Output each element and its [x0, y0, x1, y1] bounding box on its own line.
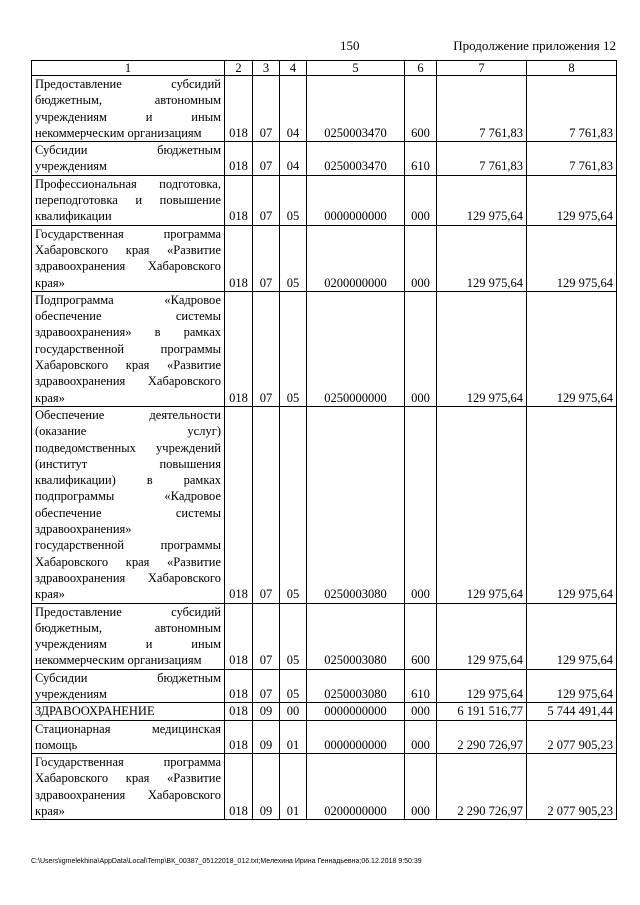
row-target-article-cell: 0250003080: [307, 669, 405, 703]
row-subsection-cell: 04: [280, 142, 307, 176]
row-subsection-cell: 01: [280, 754, 307, 820]
row-amount-2-cell: 129 975,64: [527, 669, 617, 703]
row-subsection-cell: 05: [280, 225, 307, 291]
column-header: 8: [527, 61, 617, 76]
row-section-cell: 07: [253, 142, 280, 176]
row-expense-type-cell: 000: [405, 720, 437, 754]
page-number: 150: [340, 38, 360, 53]
row-target-article-cell: 0000000000: [307, 720, 405, 754]
row-subsection-cell: 05: [280, 406, 307, 603]
table-body: [32, 76, 617, 820]
row-amount-1-cell: 129 975,64: [437, 603, 527, 669]
row-target-article-cell: 0250003470: [307, 142, 405, 176]
row-grbs-cell: 018: [225, 703, 253, 720]
row-name-cell: Предоставление субсидий бюджетным, автономным учреждениям и иным некоммерческим организациям: [32, 603, 225, 669]
row-subsection-cell: 04: [280, 76, 307, 142]
column-header: 7: [437, 61, 527, 76]
row-section-cell: 07: [253, 669, 280, 703]
row-name-cell: ЗДРАВООХРАНЕНИЕ: [32, 703, 225, 720]
row-section-cell: 07: [253, 406, 280, 603]
table-row: [32, 669, 617, 703]
row-target-article-cell: 0250003080: [307, 603, 405, 669]
row-grbs-cell: 018: [225, 669, 253, 703]
table-row: [32, 720, 617, 754]
row-amount-2-cell: 7 761,83: [527, 76, 617, 142]
row-amount-2-cell: 2 077 905,23: [527, 720, 617, 754]
row-section-cell: 07: [253, 291, 280, 406]
row-section-cell: 09: [253, 703, 280, 720]
row-grbs-cell: 018: [225, 76, 253, 142]
row-grbs-cell: 018: [225, 720, 253, 754]
table-row: [32, 76, 617, 142]
table-row: [32, 291, 617, 406]
row-grbs-cell: 018: [225, 406, 253, 603]
row-section-cell: 07: [253, 603, 280, 669]
row-name-cell: Предоставление субсидий бюджетным, автономным учреждениям и иным некоммерческим организациям: [32, 76, 225, 142]
row-expense-type-cell: 000: [405, 703, 437, 720]
row-subsection-cell: 05: [280, 291, 307, 406]
row-grbs-cell: 018: [225, 225, 253, 291]
column-header: 3: [253, 61, 280, 76]
row-target-article-cell: 0000000000: [307, 703, 405, 720]
row-expense-type-cell: 600: [405, 76, 437, 142]
row-amount-2-cell: 7 761,83: [527, 142, 617, 176]
column-header: 6: [405, 61, 437, 76]
row-amount-2-cell: 129 975,64: [527, 175, 617, 225]
row-amount-1-cell: 129 975,64: [437, 406, 527, 603]
row-name-cell: Субсидии бюджетным учреждениям: [32, 669, 225, 703]
row-amount-1-cell: 129 975,64: [437, 225, 527, 291]
row-subsection-cell: 05: [280, 603, 307, 669]
row-name-cell: Профессиональная подготовка, переподготовка и повышение квалификации: [32, 175, 225, 225]
row-section-cell: 07: [253, 225, 280, 291]
row-amount-1-cell: 7 761,83: [437, 76, 527, 142]
row-expense-type-cell: 000: [405, 225, 437, 291]
row-amount-1-cell: 129 975,64: [437, 669, 527, 703]
row-amount-2-cell: 5 744 491,44: [527, 703, 617, 720]
row-subsection-cell: 05: [280, 669, 307, 703]
table-row: [32, 603, 617, 669]
column-header: 2: [225, 61, 253, 76]
row-target-article-cell: 0000000000: [307, 175, 405, 225]
row-amount-1-cell: 6 191 516,77: [437, 703, 527, 720]
row-target-article-cell: 0200000000: [307, 754, 405, 820]
row-name-cell: Стационарная медицинская помощь: [32, 720, 225, 754]
table-row: [32, 703, 617, 720]
row-amount-2-cell: 2 077 905,23: [527, 754, 617, 820]
table-row: [32, 175, 617, 225]
row-name-cell: Обеспечение деятельности (оказание услуг) подведомственных учреждений (институт повышения квалификации) в рамках подпрограммы «Кадровое обеспечение системы здравоохранения» государственной программы Хабаровского края «Развитие здравоохранения Хабаровского края»: [32, 406, 225, 603]
appendix-note: Продолжение приложения 12: [453, 38, 616, 53]
row-amount-1-cell: 129 975,64: [437, 175, 527, 225]
column-header: 5: [307, 61, 405, 76]
table-row: [32, 754, 617, 820]
row-expense-type-cell: 000: [405, 754, 437, 820]
row-subsection-cell: 05: [280, 175, 307, 225]
row-section-cell: 07: [253, 175, 280, 225]
row-expense-type-cell: 000: [405, 291, 437, 406]
row-expense-type-cell: 600: [405, 603, 437, 669]
budget-table: [31, 60, 617, 820]
row-amount-1-cell: 129 975,64: [437, 291, 527, 406]
row-target-article-cell: 0250000000: [307, 291, 405, 406]
row-grbs-cell: 018: [225, 142, 253, 176]
row-amount-2-cell: 129 975,64: [527, 406, 617, 603]
row-name-cell: Государственная программа Хабаровского края «Развитие здравоохранения Хабаровского края»: [32, 225, 225, 291]
row-expense-type-cell: 610: [405, 669, 437, 703]
table-header-row: [32, 61, 617, 76]
row-amount-2-cell: 129 975,64: [527, 225, 617, 291]
row-target-article-cell: 0250003080: [307, 406, 405, 603]
row-name-cell: Субсидии бюджетным учреждениям: [32, 142, 225, 176]
column-header: 4: [280, 61, 307, 76]
row-grbs-cell: 018: [225, 291, 253, 406]
row-section-cell: 09: [253, 720, 280, 754]
row-amount-1-cell: 2 290 726,97: [437, 754, 527, 820]
row-section-cell: 09: [253, 754, 280, 820]
row-name-cell: Государственная программа Хабаровского края «Развитие здравоохранения Хабаровского края»: [32, 754, 225, 820]
row-target-article-cell: 0250003470: [307, 76, 405, 142]
table-row: [32, 225, 617, 291]
footer-file-path: C:\Users\igmelekhina\AppData\Local\Temp\ВК_00387_05122018_012.txt;Мелехина Ирина Геннадьевна;06.12.2018 9:50:39: [31, 858, 422, 865]
row-subsection-cell: 01: [280, 720, 307, 754]
row-expense-type-cell: 000: [405, 406, 437, 603]
row-expense-type-cell: 610: [405, 142, 437, 176]
row-amount-1-cell: 7 761,83: [437, 142, 527, 176]
row-grbs-cell: 018: [225, 603, 253, 669]
row-expense-type-cell: 000: [405, 175, 437, 225]
row-grbs-cell: 018: [225, 754, 253, 820]
row-section-cell: 07: [253, 76, 280, 142]
column-header: 1: [32, 61, 225, 76]
table-row: [32, 142, 617, 176]
row-grbs-cell: 018: [225, 175, 253, 225]
row-target-article-cell: 0200000000: [307, 225, 405, 291]
row-name-cell: Подпрограмма «Кадровое обеспечение системы здравоохранения» в рамках государственной программы Хабаровского края «Развитие здравоохранения Хабаровского края»: [32, 291, 225, 406]
row-amount-2-cell: 129 975,64: [527, 603, 617, 669]
row-amount-2-cell: 129 975,64: [527, 291, 617, 406]
row-amount-1-cell: 2 290 726,97: [437, 720, 527, 754]
row-subsection-cell: 00: [280, 703, 307, 720]
table-row: [32, 406, 617, 603]
